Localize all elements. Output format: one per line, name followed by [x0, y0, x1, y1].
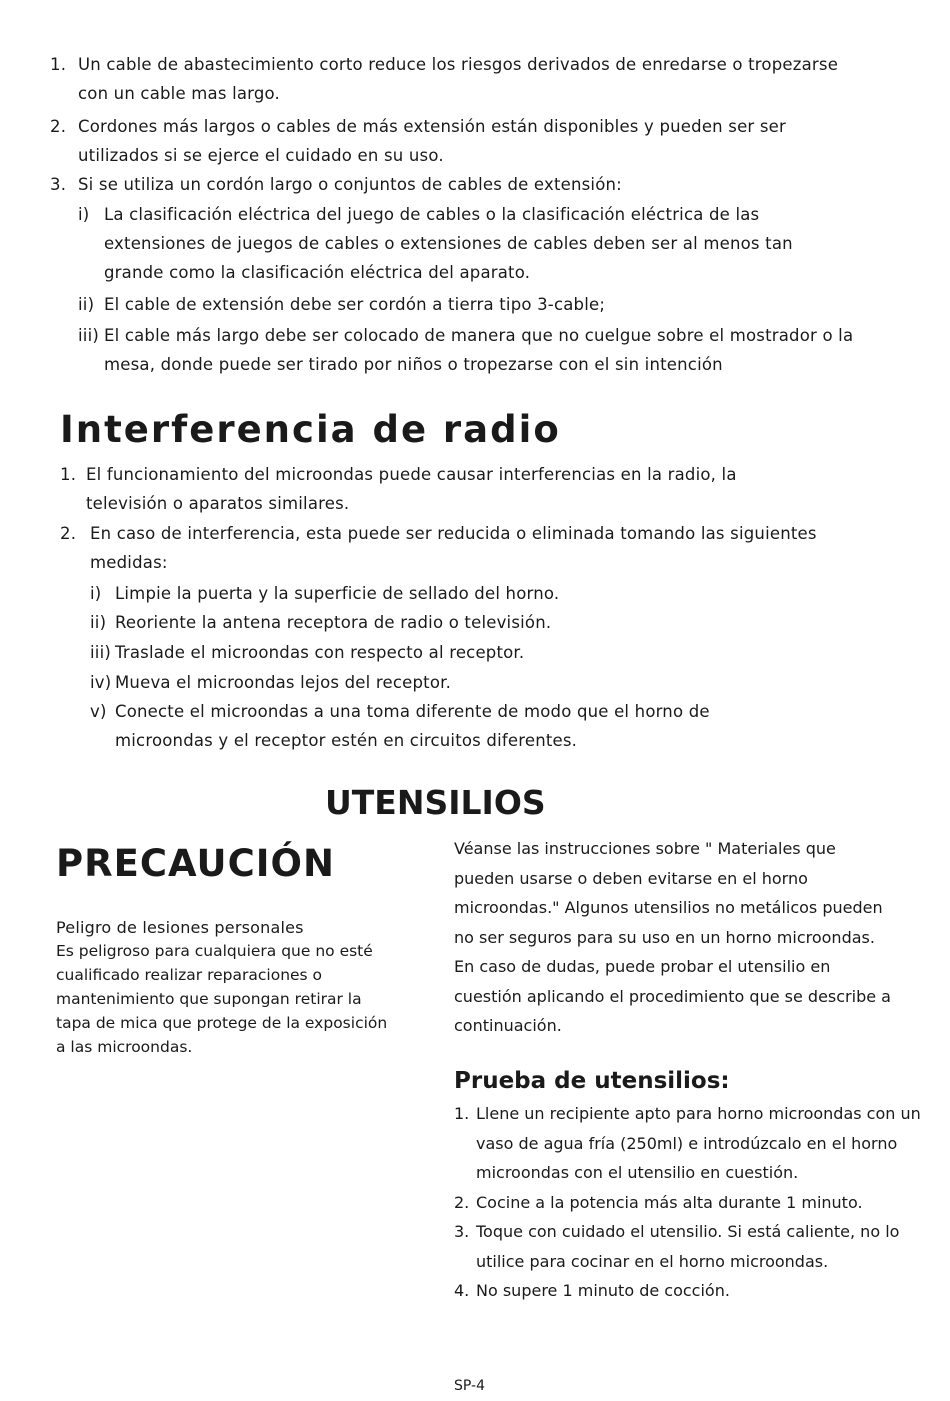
radio-subitem-4 [90, 668, 810, 697]
cable-item-2 [50, 112, 840, 170]
radio-subitem-2 [90, 608, 810, 637]
list-number: 3. [50, 175, 67, 194]
list-text: Conecte el microondas a una toma diferente de modo que el horno de microondas y el receptor estén en circuitos diferentes. [115, 702, 710, 750]
radio-item-2 [60, 519, 820, 577]
list-text: Un cable de abastecimiento corto reduce los riesgos derivados de enredarse o tropezarse con un cable mas largo. [78, 55, 839, 103]
radio-subitem-3 [90, 638, 810, 667]
list-text: El cable de extensión debe ser cordón a tierra tipo 3-cable; [104, 295, 606, 314]
cable-item-3 [50, 170, 840, 199]
utensils-intro: Véanse las instrucciones sobre " Materiales que pueden usarse o deben evitarse en el horno microondas." Algunos utensilios no metálicos pueden no ser seguros para su uso en un horno microondas. En caso de dudas, puede probar el utensilio en cuestión aplicando el procedimiento que se describe a continuación. [454, 839, 891, 1035]
test-item-2 [454, 1188, 924, 1218]
page-number: SP-4 [454, 1378, 485, 1394]
list-text: No supere 1 minuto de cocción. [476, 1281, 730, 1300]
list-number: 1. [50, 55, 67, 74]
list-text: Traslade el microondas con respecto al receptor. [115, 643, 525, 662]
precaucion-heading: PRECAUCIÓN [56, 842, 335, 885]
list-number: ii) [90, 613, 107, 632]
radio-item-1 [60, 460, 820, 518]
list-text: Si se utiliza un cordón largo o conjuntos de cables de extensión: [78, 175, 622, 194]
test-item-3 [454, 1217, 924, 1276]
cable-item-1 [50, 50, 840, 108]
list-number: 2. [50, 117, 67, 136]
list-text: Mueva el microondas lejos del receptor. [115, 673, 452, 692]
list-text: En caso de interferencia, esta puede ser reducida o eliminada tomando las siguientes medidas: [90, 524, 817, 572]
list-number: 1. [454, 1104, 470, 1123]
list-text: Cocine a la potencia más alta durante 1 minuto. [476, 1193, 863, 1212]
cable-subitem-3 [78, 321, 890, 379]
list-number: 2. [60, 524, 77, 543]
cable-subitem-1 [78, 200, 808, 287]
list-text: Reoriente la antena receptora de radio o televisión. [115, 613, 552, 632]
warning-text: Es peligroso para cualquiera que no esté cualificado realizar reparaciones o mantenimiento que supongan retirar la tapa de mica que protege de la exposición a las microondas. [56, 942, 388, 1056]
list-text: El cable más largo debe ser colocado de manera que no cuelgue sobre el mostrador o la mesa, donde puede ser tirado por niños o tropezarse con el sin intención [104, 326, 854, 374]
list-number: ii) [78, 295, 95, 314]
list-text: La clasificación eléctrica del juego de cables o la clasificación eléctrica de las extensiones de juegos de cables o extensiones de cables deben ser al menos tan grande como la clasificación eléctrica del aparato. [104, 205, 793, 282]
list-number: 3. [454, 1222, 470, 1241]
test-heading: Prueba de utensilios: [454, 1068, 730, 1094]
radio-heading: Interferencia de radio [60, 408, 561, 451]
list-text: Limpie la puerta y la superficie de sellado del horno. [115, 584, 560, 603]
list-text: Llene un recipiente apto para horno microondas con un vaso de agua fría (250ml) e introdúzcalo en el horno microondas con el utensilio en cuestión. [476, 1104, 921, 1182]
list-text: Toque con cuidado el utensilio. Si está caliente, no lo utilice para cocinar en el horno microondas. [476, 1222, 900, 1271]
list-number: 1. [60, 465, 77, 484]
list-text: El funcionamiento del microondas puede causar interferencias en la radio, la televisión o aparatos similares. [86, 465, 737, 513]
cable-subitem-2 [78, 290, 878, 319]
warning-title: Peligro de lesiones personales [56, 918, 304, 937]
utensilios-heading: UTENSILIOS [325, 783, 546, 822]
test-item-1 [454, 1099, 924, 1188]
test-item-4 [454, 1276, 924, 1306]
list-number: 2. [454, 1193, 470, 1212]
list-number: iv) [90, 673, 112, 692]
list-text: Cordones más largos o cables de más extensión están disponibles y pueden ser ser utilizados si se ejerce el cuidado en su uso. [78, 117, 786, 165]
radio-subitem-5 [90, 697, 810, 755]
list-number: iii) [90, 643, 111, 662]
list-number: iii) [78, 326, 99, 345]
list-number: i) [78, 205, 90, 224]
list-number: 4. [454, 1281, 470, 1300]
list-number: v) [90, 702, 107, 721]
list-number: i) [90, 584, 102, 603]
radio-subitem-1 [90, 579, 810, 608]
